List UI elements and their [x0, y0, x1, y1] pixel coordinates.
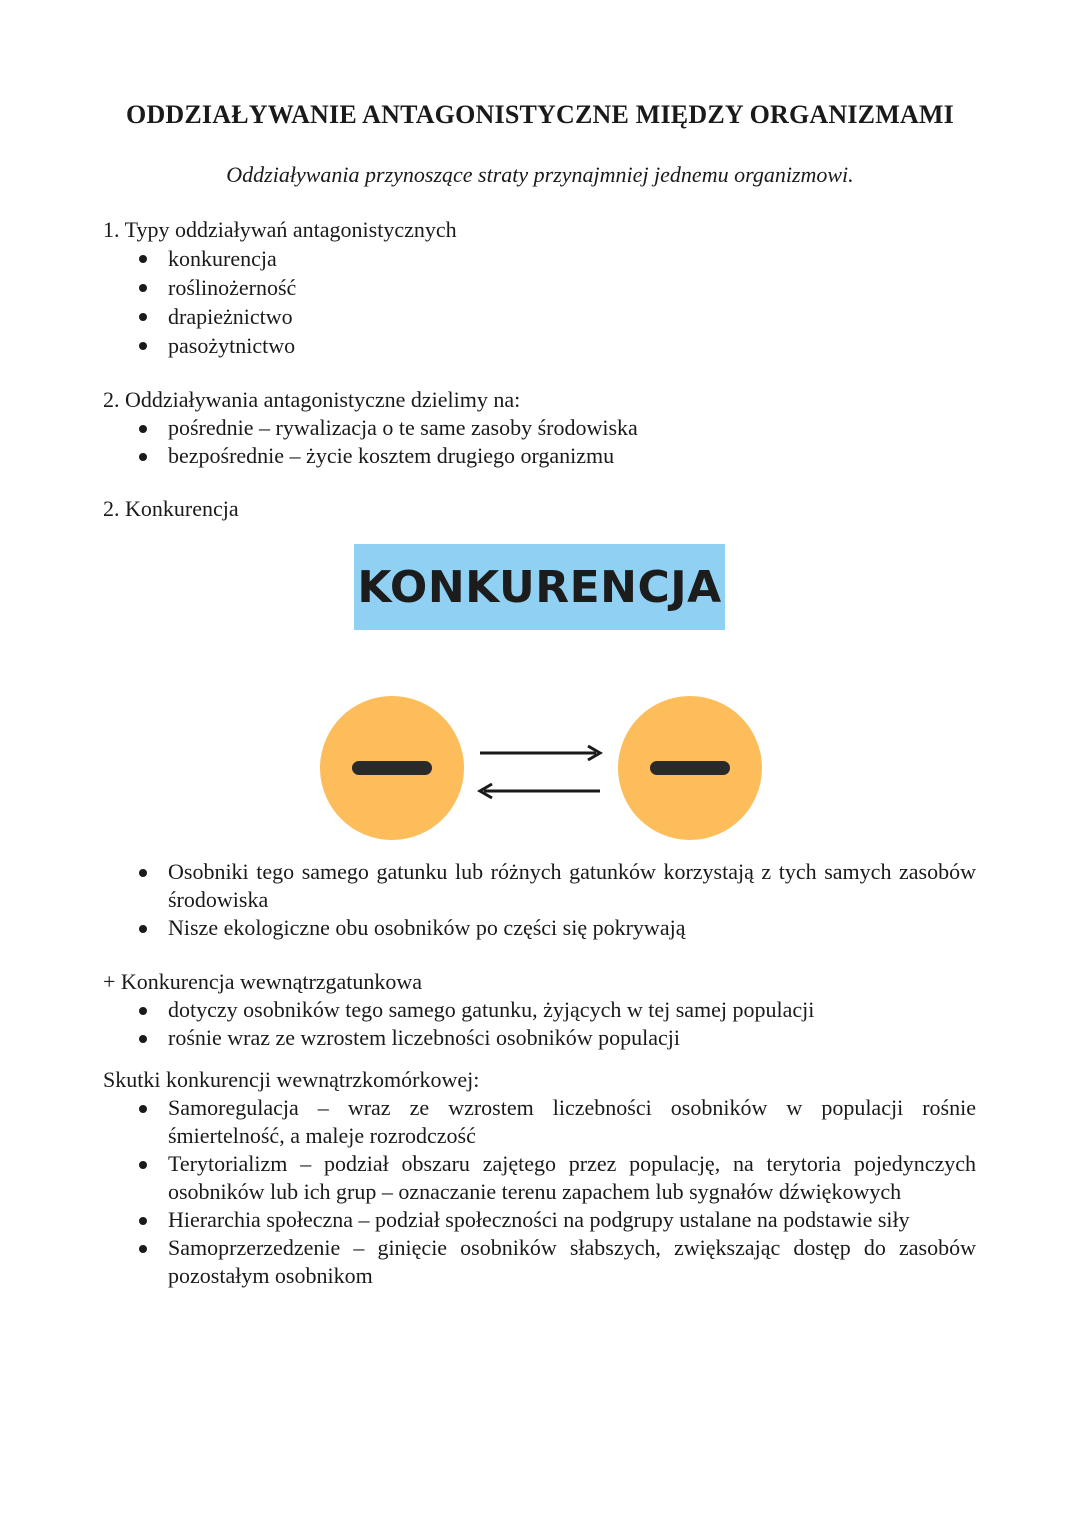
section-types	[103, 216, 983, 360]
left-minus-icon	[352, 761, 432, 775]
list-item: Nisze ekologiczne obu osobników po części się pokrywają	[103, 914, 976, 942]
right-minus-icon	[650, 761, 730, 775]
list-item: Osobniki tego samego gatunku lub różnych gatunków korzystają z tych samych zasobów środowiska	[103, 858, 976, 914]
section-effects	[103, 1066, 976, 1290]
section-division	[103, 386, 983, 470]
list-item: pośrednie – rywalizacja o te same zasoby środowiska	[103, 414, 983, 442]
section-intraspecific	[103, 968, 976, 1052]
list-item: Samoprzerzedzenie – ginięcie osobników słabszych, zwiększając dostęp do zasobów pozostałym osobnikom	[103, 1234, 976, 1290]
section-types-heading: 1. Typy oddziaływań antagonistycznych	[103, 217, 457, 242]
list-item: Hierarchia społeczna – podział społeczności na podgrupy ustalane na podstawie siły	[103, 1206, 976, 1234]
page-title: ODDZIAŁYWANIE ANTAGONISTYCZNE MIĘDZY ORGANIZMAMI	[126, 100, 954, 129]
section-division-heading: 2. Oddziaływania antagonistyczne dzielimy na:	[103, 387, 521, 412]
types-list	[103, 244, 983, 360]
intraspecific-list	[103, 996, 976, 1052]
competition-banner	[354, 544, 725, 630]
division-list	[103, 414, 983, 470]
list-item: konkurencja	[103, 244, 983, 273]
section-competition-heading: 2. Konkurencja	[103, 496, 239, 521]
list-item: dotyczy osobników tego samego gatunku, żyjących w tej samej populacji	[103, 996, 976, 1024]
list-item: roślinożerność	[103, 273, 983, 302]
section-competition-heading-wrap	[103, 495, 983, 523]
competition-diagram	[310, 690, 770, 850]
arrow-right-icon	[480, 746, 600, 760]
section-intraspecific-heading: + Konkurencja wewnątrzgatunkowa	[103, 969, 423, 994]
list-item: rośnie wraz ze wzrostem liczebności osobników populacji	[103, 1024, 976, 1052]
list-item: pasożytnictwo	[103, 331, 983, 360]
effects-list	[103, 1094, 976, 1290]
list-item: drapieżnictwo	[103, 302, 983, 331]
section-competition	[103, 858, 976, 942]
competition-list	[103, 858, 976, 942]
arrow-left-icon	[480, 784, 600, 798]
list-item: Samoregulacja – wraz ze wzrostem liczebności osobników w populacji rośnie śmiertelność, a maleje rozrodczość	[103, 1094, 976, 1150]
competition-banner-label: KONKURENCJA	[357, 561, 722, 613]
list-item: bezpośrednie – życie kosztem drugiego organizmu	[103, 442, 983, 470]
page-subtitle: Oddziaływania przynoszące straty przynajmniej jednemu organizmowi.	[226, 162, 854, 187]
section-effects-heading: Skutki konkurencji wewnątrzkomórkowej:	[103, 1067, 480, 1092]
list-item: Terytorializm – podział obszaru zajętego przez populację, na terytoria pojedynczych osobników lub ich grup – oznaczanie terenu zapachem lub sygnałów dźwiękowych	[103, 1150, 976, 1206]
